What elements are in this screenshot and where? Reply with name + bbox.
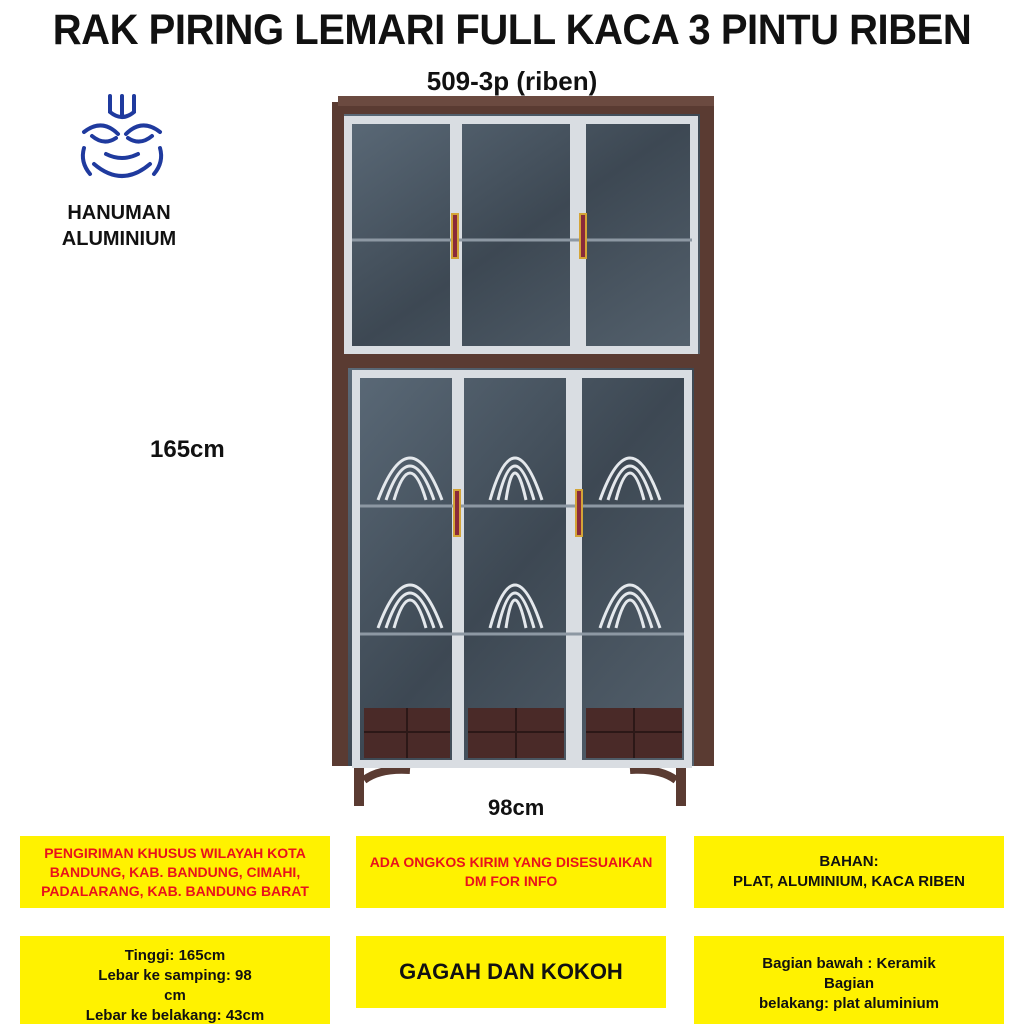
model-code: 509-3p (riben) — [426, 66, 598, 96]
cabinet-illustration — [330, 96, 720, 816]
brand-name — [34, 200, 204, 252]
shipping-line: BANDUNG, KAB. BANDUNG, CIMAHI, — [49, 863, 301, 880]
page-title: RAK PIRING LEMARI FULL KACA 3 PINTU RIBEN — [52, 6, 972, 54]
brand-logo — [60, 92, 200, 192]
shipping-line: PENGIRIMAN KHUSUS WILAYAH KOTA — [44, 844, 306, 861]
brand-name-line1: HANUMAN — [67, 202, 171, 224]
size-line: Tinggi: 165cm — [124, 947, 226, 964]
material-line: BAHAN: — [819, 853, 879, 870]
postage-line: ADA ONGKOS KIRIM YANG DISESUAIKAN — [369, 854, 653, 870]
shipping-area-box — [20, 836, 330, 908]
tagline-box — [356, 936, 666, 1008]
parts-box — [694, 936, 1004, 1024]
size-line: Lebar ke samping: 98 — [98, 967, 252, 984]
brand-name-line2: ALUMINIUM — [61, 228, 177, 250]
tagline-text: GAGAH DAN KOKOH — [399, 959, 623, 984]
size-line: cm — [164, 987, 186, 1004]
postage-info-box — [356, 836, 666, 908]
parts-line: belakang: plat aluminium — [758, 995, 940, 1012]
parts-line: Bagian bawah : Keramik — [762, 955, 936, 972]
material-line: PLAT, ALUMINIUM, KACA RIBEN — [733, 873, 965, 890]
hanuman-face-logo-icon — [72, 92, 172, 192]
height-dimension-label: 165cm — [150, 436, 225, 463]
material-box — [694, 836, 1004, 908]
cabinet-photo — [330, 96, 720, 821]
shipping-line: PADALARANG, KAB. BANDUNG BARAT — [41, 882, 309, 899]
size-line: Lebar ke belakang: 43cm — [85, 1007, 265, 1024]
size-box — [20, 936, 330, 1024]
width-dimension-label: 98cm — [488, 795, 545, 820]
postage-line: DM FOR INFO — [464, 873, 558, 889]
parts-line: Bagian — [823, 975, 874, 992]
